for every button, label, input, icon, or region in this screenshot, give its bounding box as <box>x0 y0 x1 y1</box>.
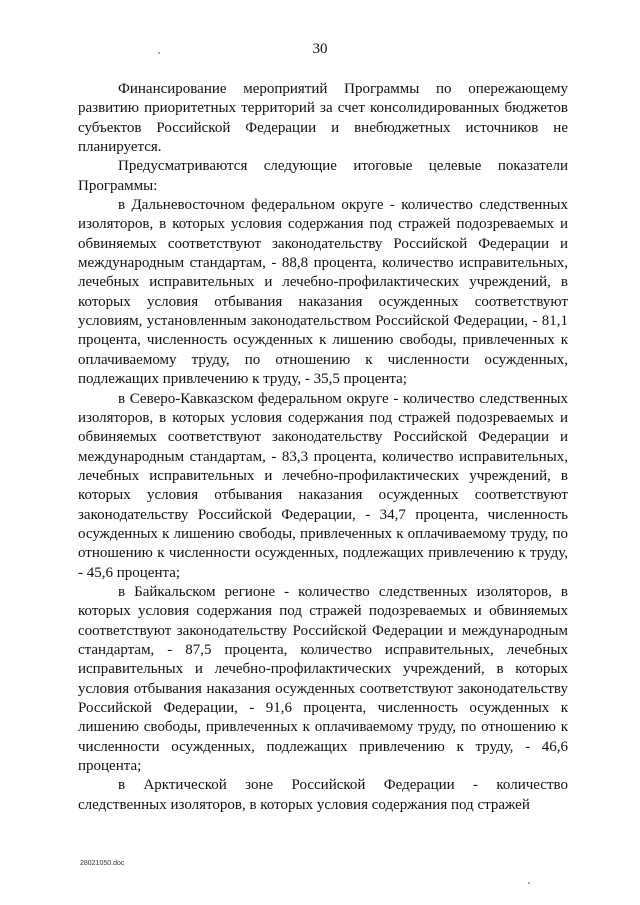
scan-speck <box>158 52 160 54</box>
paragraph-targets-intro: Предусматриваются следующие итоговые целевые показатели Программы: <box>78 158 568 194</box>
paragraph-arctic: в Арктической зоне Российской Федерации - количество следственных изоляторов, в которых условия содержания под стражей <box>78 777 568 813</box>
body-text <box>78 80 568 815</box>
page-number: 30 <box>312 41 328 57</box>
scan-speck <box>528 882 530 884</box>
footer-filename: 28021050.doc <box>80 860 125 867</box>
paragraph-far-east: в Дальневосточном федеральном округе - количество следственных изоляторов, в которых условия содержания под стражей подозреваемых и обвиняемых соответствуют законодательству Российской Федерации и международным стандартам, - 88,8 процента, количество исправительных, лечебных исправительных и лечебно-профилактических учреждений, в которых условия отбывания наказания осужденных соответствуют условиям, установленным законодательством Российской Федерации, - 81,1 процента, численность осужденных к лишению свободы, привлеченных к оплачиваемому труду, по отношению к численности осужденных, подлежащих привлечению к труду, - 35,5 процента; <box>78 197 568 388</box>
paragraph-north-caucasus: в Северо-Кавказском федеральном округе - количество следственных изоляторов, в которых условия содержания под стражей подозреваемых и обвиняемых соответствуют законодательству Российской Федерации и международным стандартам, - 83,3 процента, количество исправительных, лечебных исправительных и лечебно-профилактических учреждений, в которых условия отбывания наказания осужденных соответствуют законодательству Российской Федерации, - 34,7 процента, численность осужденных к лишению свободы, привлеченных к оплачиваемому труду, по отношению к численности осужденных, подлежащих привлечению к труду, - 45,6 процента; <box>78 390 568 581</box>
paragraph-financing: Финансирование мероприятий Программы по опережающему развитию приоритетных территорий за счет консолидированных бюджетов субъектов Российской Федерации и внебюджетных источников не планируется. <box>78 81 568 156</box>
paragraph-baikal: в Байкальском регионе - количество следственных изоляторов, в которых условия содержания под стражей подозреваемых и обвиняемых соответствуют законодательству Российской Федерации и международным стандартам, - 87,5 процента, количество исправительных, лечебных исправительных и лечебно-профилактических учреждений, в которых условия отбывания наказания осужденных соответствуют законодательству Российской Федерации, - 91,6 процента, численность осужденных к лишению свободы, привлеченных к оплачиваемому труду, по отношению к численности осужденных, подлежащих привлечению к труду, - 46,6 процента; <box>78 583 568 775</box>
